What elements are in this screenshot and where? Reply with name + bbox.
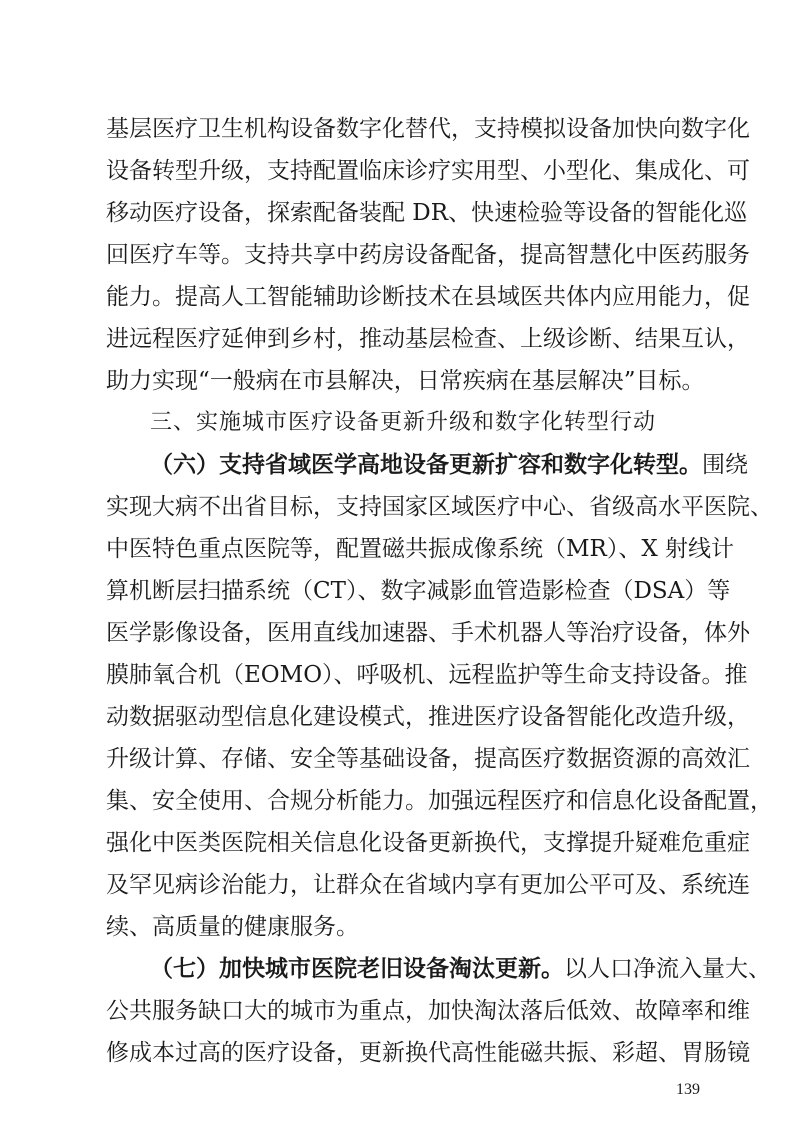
paragraph-line: 强化中医类医院相关信息化设备更新换代，支撑提升疑难危重症 xyxy=(106,830,750,856)
paragraph-line: 升级计算、存储、安全等基础设备，提高医疗数据资源的高效汇 xyxy=(106,746,750,772)
paragraph-line: 膜肺氧合机（EOMO）、呼吸机、远程监护等生命支持设备。推 xyxy=(106,662,748,688)
paragraph-line: 设备转型升级，支持配置临床诊疗实用型、小型化、集成化、可 xyxy=(106,158,750,184)
paragraph-line: 动数据驱动型信息化建设模式，推进医疗设备智能化改造升级， xyxy=(106,704,750,730)
paragraph-line: 及罕见病诊治能力，让群众在省域内享有更加公平可及、系统连 xyxy=(106,872,750,898)
paragraph-line: 移动医疗设备，探索配备装配 DR、快速检验等设备的智能化巡 xyxy=(106,200,748,226)
paragraph-line: 实现大病不出省目标，支持国家区域医疗中心、省级高水平医院、 xyxy=(106,494,773,520)
item-title: （七）加快城市医院老旧设备淘汰更新。 xyxy=(150,956,564,982)
paragraph-line: 能力。提高人工智能辅助诊断技术在县域医共体内应用能力，促 xyxy=(106,284,750,310)
item-first-line xyxy=(150,445,748,485)
item-title: （六）支持省域医学高地设备更新扩容和数字化转型。 xyxy=(150,452,702,478)
paragraph-line: 进远程医疗延伸到乡村，推动基层检查、上级诊断、结果互认， xyxy=(106,326,750,352)
paragraph-line: 公共服务缺口大的城市为重点，加快淘汰落后低效、故障率和维 xyxy=(106,998,750,1024)
paragraph-line: 助力实现“一般病在市县解决，日常疾病在基层解决”目标。 xyxy=(106,368,705,394)
item-first-line xyxy=(150,949,771,989)
paragraph-line: 续、高质量的健康服务。 xyxy=(106,914,359,940)
paragraph-line: 修成本过高的医疗设备，更新换代高性能磁共振、彩超、胃肠镜 xyxy=(106,1040,750,1066)
section-heading: 三、实施城市医疗设备更新升级和数字化转型行动 xyxy=(150,410,657,435)
paragraph-line: 基层医疗卫生机构设备数字化替代，支持模拟设备加快向数字化 xyxy=(106,116,750,142)
paragraph-line: 集、安全使用、合规分析能力。加强远程医疗和信息化设备配置， xyxy=(106,788,773,814)
item-title-rest: 围绕 xyxy=(702,452,748,478)
paragraph-line: 回医疗车等。支持共享中药房设备配备，提高智慧化中医药服务 xyxy=(106,242,750,268)
paragraph-line: 算机断层扫描系统（CT）、数字减影血管造影检查（DSA）等 xyxy=(106,578,731,604)
paragraph-line: 医学影像设备，医用直线加速器、手术机器人等治疗设备，体外 xyxy=(106,620,750,646)
page-number: 139 xyxy=(676,1081,700,1098)
paragraph-line: 中医特色重点医院等，配置磁共振成像系统（MR）、X 射线计 xyxy=(106,536,735,562)
item-title-rest: 以人口净流入量大、 xyxy=(564,956,771,982)
